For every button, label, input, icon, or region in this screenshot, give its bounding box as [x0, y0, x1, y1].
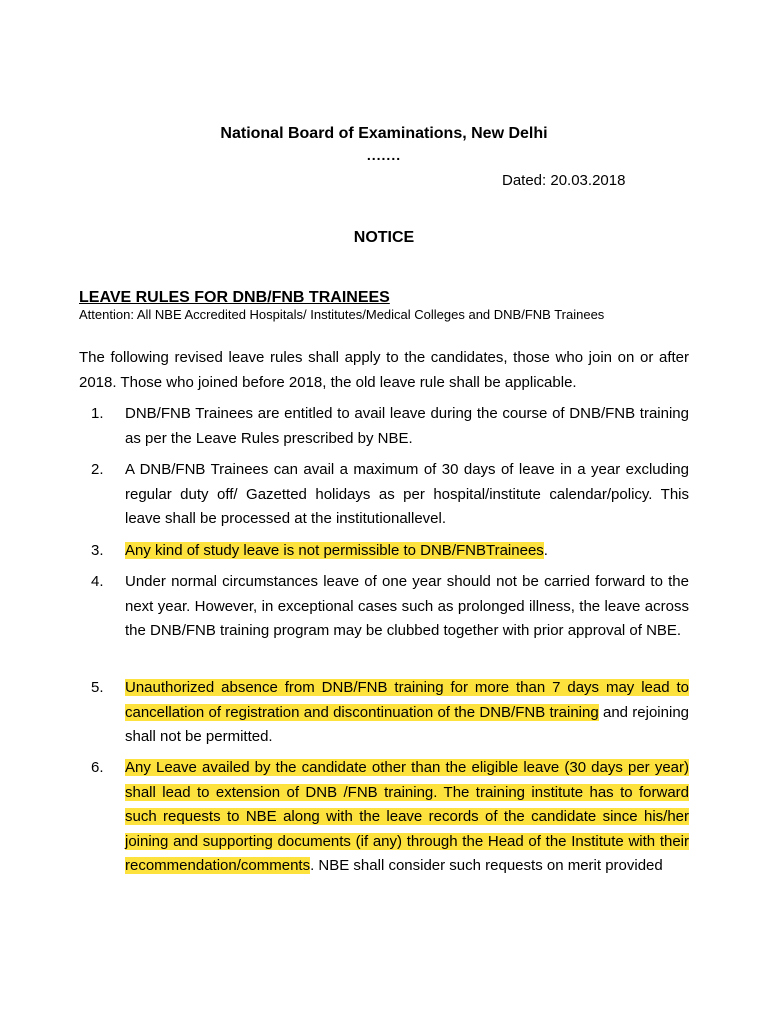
- rule-number: 1.: [91, 405, 104, 422]
- rule-number: 2.: [91, 461, 104, 478]
- rule-item-1: [79, 402, 689, 451]
- leave-rules-heading: LEAVE RULES FOR DNB/FNB TRAINEES: [79, 289, 390, 306]
- notice-date: Dated: 20.03.2018: [502, 172, 626, 189]
- notice-title: NOTICE: [353, 229, 415, 246]
- rule-number: 5.: [91, 679, 104, 696]
- rule-text: DNB/FNB Trainees are entitled to avail leave during the course of DNB/FNB training as per the Leave Rules prescribed by NBE.: [125, 405, 689, 447]
- rule-number: 3.: [91, 542, 104, 559]
- rule-text: Under normal circumstances leave of one year should not be carried forward to the next year. However, in exceptional cases such as prolonged illness, the leave across the DNB/FNB training program may be clubbed together with prior approval of NBE.: [125, 573, 689, 639]
- rule-item-6: [79, 756, 689, 879]
- rule-text: .: [543, 542, 548, 559]
- rule-number: 6.: [91, 759, 104, 776]
- rule-item-2: [79, 458, 689, 532]
- title-separator: .......: [366, 147, 402, 163]
- rule-item-3: [79, 539, 689, 564]
- intro-paragraph: The following revised leave rules shall apply to the candidates, those who join on or after 2018. Those who joined before 2018, the old leave rule shall be applicable.: [79, 349, 689, 391]
- rule-text: . NBE shall consider such requests on merit provided: [310, 857, 663, 874]
- rule-item-5: [79, 676, 689, 750]
- rule-text: A DNB/FNB Trainees can avail a maximum of 30 days of leave in a year excluding regular duty off/ Gazetted holidays as per hospital/institute calendar/policy. This leave shall be processed at the institutionallevel.: [125, 461, 689, 527]
- rule-item-4: [79, 570, 689, 644]
- attention-line: Attention: All NBE Accredited Hospitals/ Institutes/Medical Colleges and DNB/FNB Trainees: [79, 307, 605, 322]
- rule-text: and rejoining shall not be permitted.: [125, 703, 690, 745]
- rule-highlighted-text: Unauthorized absence from DNB/FNB training for more than 7 days may lead to cancellation of registration and discontinuation of the DNB/FNB training: [125, 679, 689, 721]
- organization-title: National Board of Examinations, New Delhi: [220, 125, 548, 142]
- rule-number: 4.: [91, 573, 104, 590]
- rule-highlighted-text: Any Leave availed by the candidate other than the eligible leave (30 days per year) shall lead to extension of DNB /FNB training. The training institute has to forward such requests to NBE along with the leave records of the candidate since his/her joining and supporting documents (if any) through the Head of the Institute with their recommendation/comments: [125, 759, 689, 874]
- rule-highlighted-text: Any kind of study leave is not permissible to DNB/FNBTrainees: [125, 542, 544, 559]
